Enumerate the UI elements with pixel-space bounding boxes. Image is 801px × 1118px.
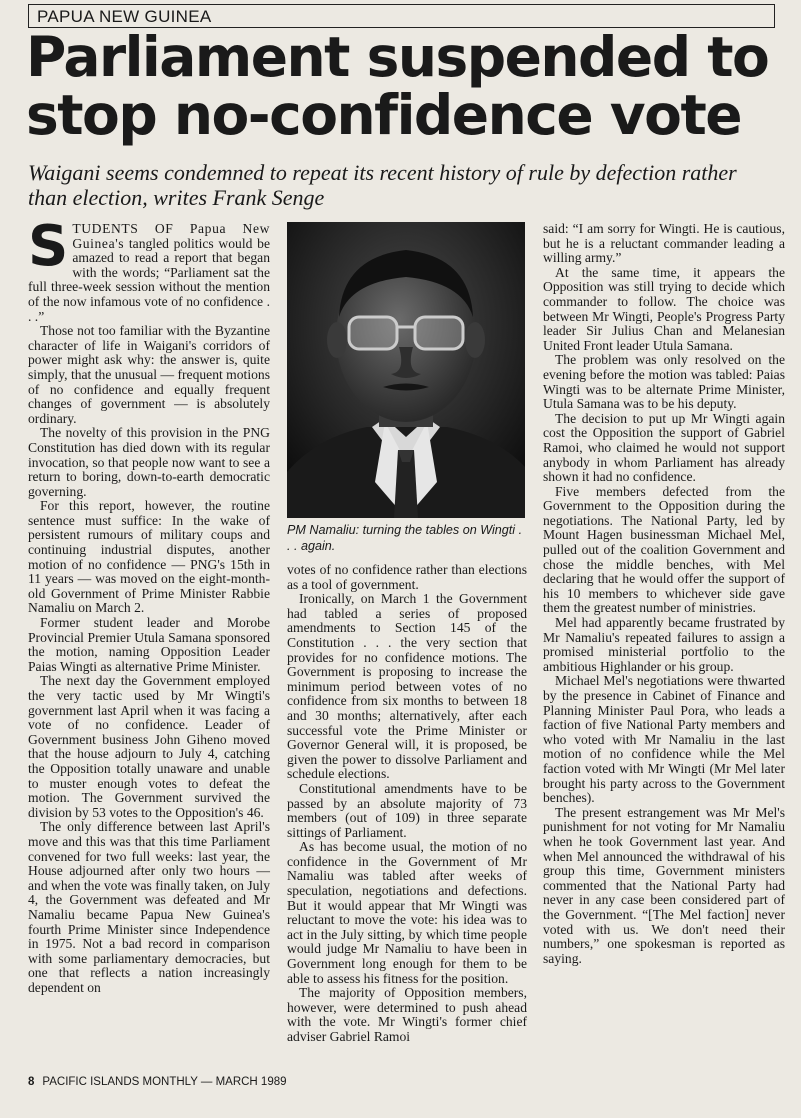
paragraph: The majority of Opposition members, however, were determined to push ahead with the vote. Mr Wingti's former chief adviser Gabriel Ramoi	[287, 985, 527, 1044]
section-tag: PAPUA NEW GUINEA	[28, 4, 775, 28]
paragraph: At the same time, it appears the Opposition was still trying to decide which commander to follow. The choice was between Mr Wingti, People's Progress Party leader Sir Julius Chan and Melanesian United Front leader Utula Samana.	[543, 264, 785, 353]
paragraph: As has become usual, the motion of no confidence in the Government of Mr Namaliu was tabled after weeks of speculation, negotiations and defections. But it would appear that Mr Wingti was reluctant to move the vote: his idea was to act in the July sitting, by which time people would judge Mr Namaliu to have been in Government long enough for them to be able to assess his fitness for the position.	[287, 839, 527, 986]
portrait-illustration	[287, 222, 525, 518]
lead-text: tangled politics would be amazed to read a report that began with the words; “Parliament sat the full three-week session without the mention of the now infamous vote of no confidence . . .”	[28, 235, 270, 324]
article-column-3	[543, 222, 785, 966]
article-column-2	[287, 563, 527, 1045]
article-column-1	[28, 214, 270, 995]
page-number: 8	[28, 1076, 35, 1088]
paragraph: Ironically, on March 1 the Government had tabled a series of proposed amendments to Section 145 of the Constitution . . . the very section that provides for no confidence motions. The Government is proposing to increase the minimum period between votes of no confidence from six months to between 18 and 30 months; alternatively, after each successful vote the Prime Minister or Governor General will, it is proposed, be given the power to dissolve Parliament and schedule elections.	[287, 591, 527, 782]
paragraph: The only difference between last April's move and this was that this time Parliament convened for two full weeks: last year, the House adjourned after only two hours — and when the vote was finally taken, on July 4, the Government was defeated and Mr Namaliu became Papua New Guinea's fourth Prime Minister since Independence in 1975. Not a bad record in comparison with some parliamentary democracies, but one that reflects a nation increasingly dependent on	[28, 819, 270, 995]
lead-caps: TUDENTS OF Papua New Guinea's	[72, 221, 270, 251]
paragraph: Michael Mel's negotiations were thwarted by the presence in Cabinet of Finance and Planning Minister Paul Pora, who leads a faction of five National Party members and who voted with Mr Namaliu in the last motion of no confidence while the Mel faction voted with Mr Wingti (Mr Mel later brought his party across to the Government benches).	[543, 673, 785, 806]
paragraph: Constitutional amendments have to be passed by an absolute majority of 73 members (out of 109) in three separate sittings of Parliament.	[287, 780, 527, 840]
paragraph: The next day the Government employed the very tactic used by Mr Wingti's government last April when it was facing a vote of no confidence. Leader of Government business John Giheno moved that the house adjourn to July 4, catching the Opposition totally unaware and unable to muster enough votes to defeat the motion. The Government survived the division by 53 votes to the Opposition's 46.	[28, 673, 270, 820]
standfirst: Waigani seems condemned to repeat its recent history of rule by defection rather than election, writes Frank Senge	[28, 160, 737, 210]
paragraph: The decision to put up Mr Wingti again cost the Opposition the support of Gabriel Ramoi, who claimed he would not support anybody in whom Parliament has already shown it had no confidence.	[543, 410, 785, 485]
paragraph: Mel had apparently became frustrated by Mr Namaliu's repeated failures to assign a promised ministerial portfolio to the ambitious Highlander or his group.	[543, 615, 785, 674]
paragraph: The novelty of this provision in the PNG Constitution has died down with its regular invocation, so that people now want to see a return to boring, down-to-earth democratic governing.	[28, 425, 270, 499]
page-footer	[28, 1076, 287, 1088]
photo-caption: PM Namaliu: turning the tables on Wingti . . . again.	[287, 523, 523, 553]
drop-cap: S	[28, 214, 69, 279]
paragraph: Five members defected from the Government to the Opposition during the negotiations. The National Party, led by Mount Hagen businessman Michael Mel, pulled out of the coalition Government and chose the middle benches, with Mel declaring that he would offer the support of his 10 members to whichever side gave them the greatest number of ministries.	[543, 483, 785, 616]
paragraph: Those not too familiar with the Byzantine character of life in Waigani's corridors of power might ask why: the answer is, quite simply, that the unusual — frequent motions of no confidence and equally frequent changes of government — is absolutely ordinary.	[28, 323, 270, 426]
paragraph: The present estrangement was Mr Mel's punishment for not voting for Mr Namaliu when he took Government last year. And when Mel announced the withdrawal of his group this time, Government ministers commented that the National Party had never in any case been considered part of the Government. “[The Mel faction] never voted with us. We don't need their numbers,” one spokesman is reported as saying.	[543, 804, 785, 966]
paragraph: For this report, however, the routine sentence must suffice: In the wake of persistent rumours of military coups and continuing industrial disputes, another motion of no confidence — PNG's 15th in 11 years — was moved on the eight-month-old Government of Prime Minister Rabbie Namaliu on March 2.	[28, 498, 270, 616]
paragraph: votes of no confidence rather than elections as a tool of government.	[287, 562, 527, 592]
headline: Parliament suspended to stop no-confidence vote	[26, 25, 769, 147]
portrait-photo	[287, 222, 525, 518]
paragraph: The problem was only resolved on the evening before the motion was tabled: Paias Wingti was to be alternate Prime Minister, Utula Samana was to be his deputy.	[543, 352, 785, 412]
paragraph: Former student leader and Morobe Provincial Premier Utula Samana sponsored the motion, naming Opposition Leader Paias Wingti as alternative Prime Minister.	[28, 615, 270, 674]
paragraph: said: “I am sorry for Wingti. He is cautious, but he is a reluctant commander leading a willing army.”	[543, 221, 785, 266]
publication-line: PACIFIC ISLANDS MONTHLY — MARCH 1989	[42, 1076, 287, 1088]
lead-paragraph	[28, 214, 270, 324]
